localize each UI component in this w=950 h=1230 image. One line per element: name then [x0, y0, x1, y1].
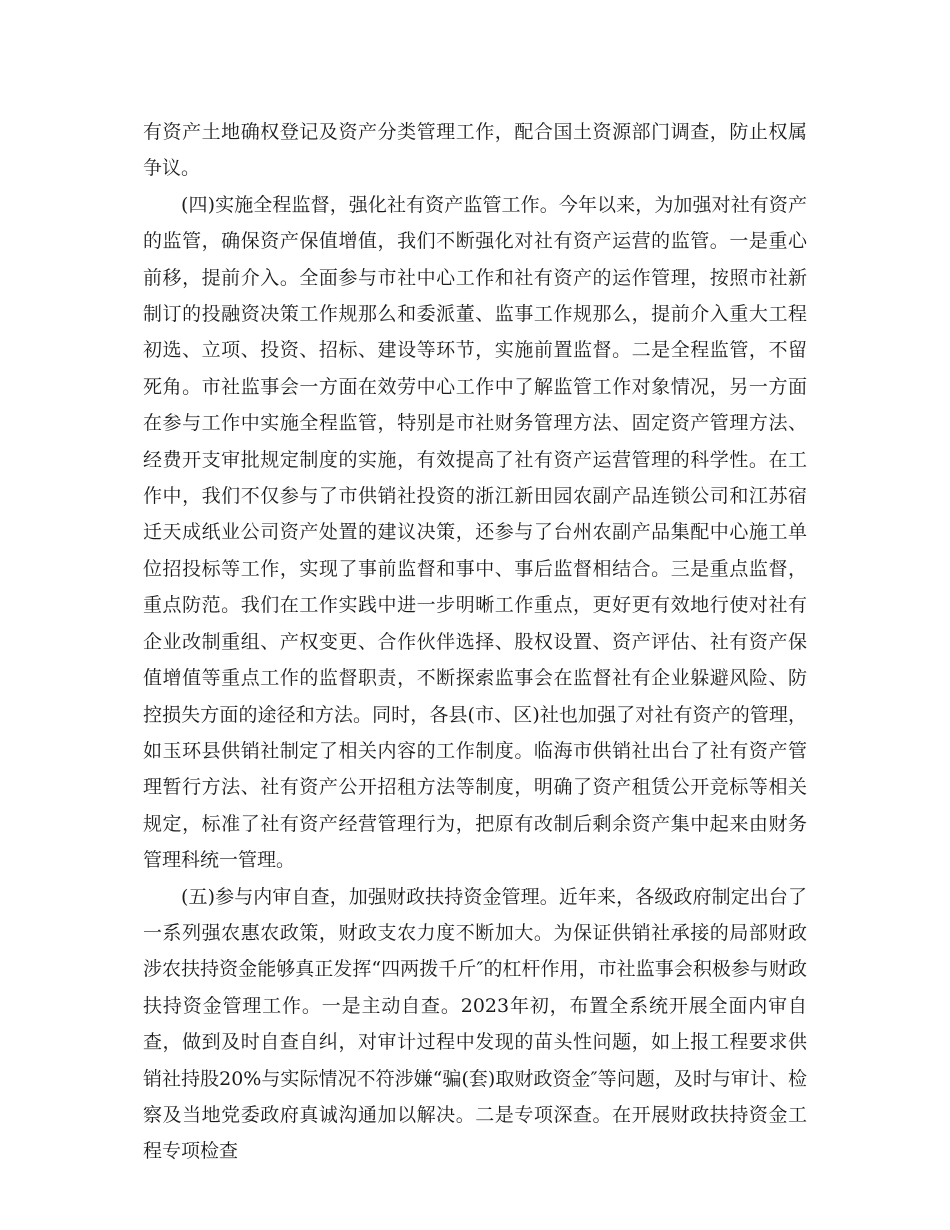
paragraph-1: 有资产土地确权登记及资产分类管理工作，配合国土资源部门调查，防止权属争议。 — [143, 121, 807, 180]
paragraph-2: (四)实施全程监督，强化社有资产监管工作。今年以来，为加强对社有资产的监管，确保资产保值增值，我们不断强化对社有资产运营的监管。一是重心前移，提前介入。全面参与市社中心工作和社有资产的运作管理，按照市社新制订的投融资决策工作规那么和委派董、监事工作规那么，提前介入重大工程初选、立项、投资、招标、建设等环节，实施前置监督。二是全程监管，不留死角。市社监事会一方面在效劳中心工作中了解监管工作对象情况，另一方面在参与工作中实施全程监管，特别是市社财务管理方法、固定资产管理方法、经费开支审批规定制度的实施，有效提高了社有资产运营管理的科学性。在工作中，我们不仅参与了市供销社投资的浙江新田园农副产品连锁公司和江苏宿迁天成纸业公司资产处置的建议决策，还参与了台州农副产品集配中心施工单位招投标等工作，实现了事前监督和事中、事后监督相结合。三是重点监督，重点防范。我们在工作实践中进一步明晰工作重点，更好更有效地行使对社有企业改制重组、产权变更、合作伙伴选择、股权设置、资产评估、社有资产保值增值等重点工作的监督职责，不断探索监事会在监督社有企业躲避风险、防控损失方面的途径和方法。同时，各县(市、区)社也加强了对社有资产的管理，如玉环县供销社制定了相关内容的工作制度。临海市供销社出台了社有资产管理暂行方法、社有资产公开招租方法等制度，明确了资产租赁公开竞标等相关规定，标准了社有资产经营管理行为，把原有改制后剩余资产集中起来由财务管理科统一管理。 — [143, 193, 807, 872]
body-text — [143, 114, 807, 1170]
paragraph-3: (五)参与内审自查，加强财政扶持资金管理。近年来，各级政府制定出台了一系列强农惠农政策，财政支农力度不断加大。为保证供销社承接的局部财政涉农扶持资金能够真正发挥“四两拨千斤″的杠杆作用，市社监事会积极参与财政扶持资金管理工作。一是主动自查。2023年初，布置全系统开展全面内审自查，做到及时自查自纠，对审计过程中发现的苗头性问题，如上报工程要求供销社持股20%与实际情况不符涉嫌“骗(套)取财政资金″等问题，及时与审计、检察及当地党委政府真诚沟通加以解决。二是专项深查。在开展财政扶持资金工程专项检查 — [143, 885, 807, 1163]
